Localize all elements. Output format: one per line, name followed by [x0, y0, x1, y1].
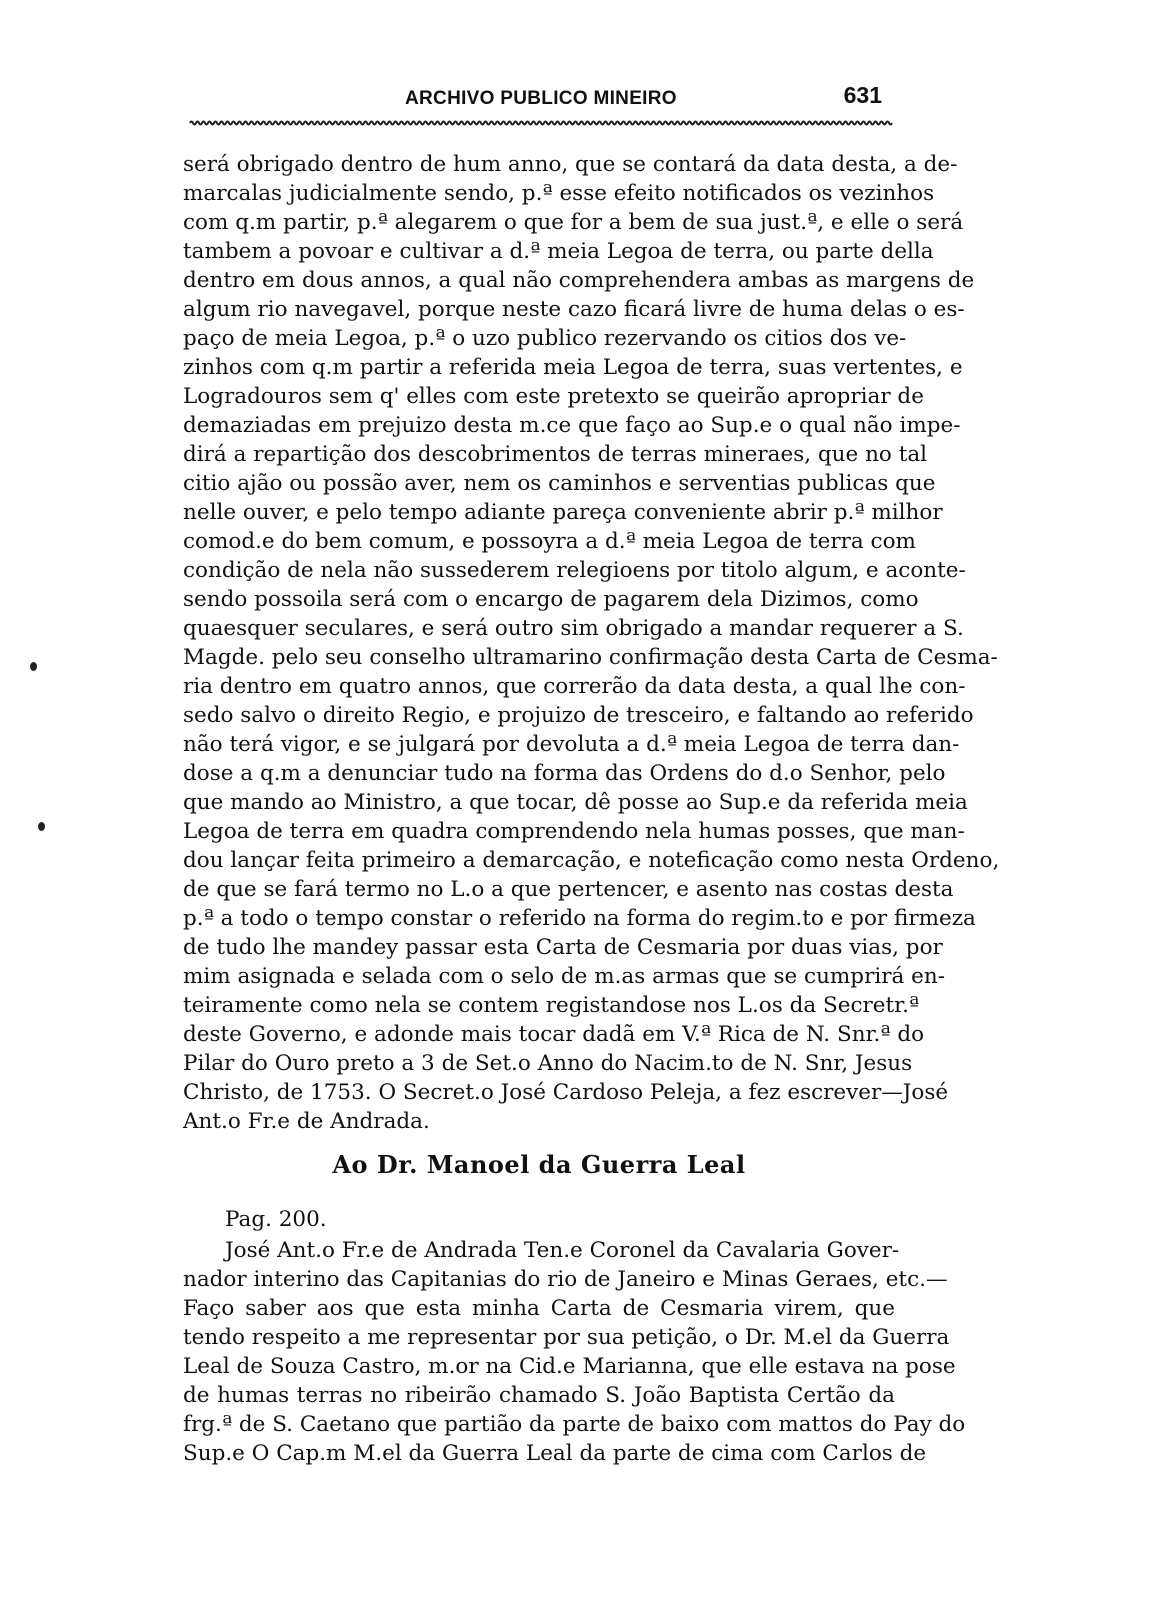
running-title: ARCHIVO PUBLICO MINEIRO [405, 88, 677, 109]
running-header [180, 82, 890, 118]
text-line: tambem a povoar e cultivar a d.ª meia Legoa de terra, ou parte della [183, 239, 934, 264]
text-line: sendo possoila será com o encargo de pagarem dela Dizimos, como [183, 587, 919, 612]
text-line: quaesquer seculares, e será outro sim obrigado a mandar requerer a S. [183, 616, 964, 641]
text-line: demaziadas em prejuizo desta m.ce que faço ao Sup.e o qual não impe- [183, 413, 961, 438]
text-line: será obrigado dentro de hum anno, que se contará da data desta, a de- [183, 152, 958, 177]
page-number: 631 [843, 82, 882, 108]
text-line: Legoa de terra em quadra comprendendo nela humas posses, que man- [183, 819, 965, 844]
text-line: dirá a repartição dos descobrimentos de terras mineraes, que no tal [183, 442, 928, 467]
text-line: com q.m partir, p.ª alegarem o que for a bem de sua just.ª, e elle o será [183, 210, 964, 235]
text-line: Logradouros sem q' elles com este pretexto se queirão apropriar de [183, 384, 924, 409]
page-reference: Pag. 200. [225, 1207, 327, 1232]
text-line: que mando ao Ministro, a que tocar, dê posse ao Sup.e da referida meia [183, 790, 968, 815]
text-line: sedo salvo o direito Regio, e projuizo de tresceiro, e faltando ao referido [183, 703, 974, 728]
body-text [183, 150, 1000, 1136]
text-line: marcalas judicialmente sendo, p.ª esse efeito notificados os vezinhos [183, 181, 935, 206]
second-body-text [183, 1236, 966, 1468]
text-line: mim asignada e selada com o selo de m.as armas que se cumprirá en- [183, 964, 945, 989]
margin-dot [30, 662, 37, 671]
text-line: não terá vigor, e se julgará por devoluta a d.ª meia Legoa de terra dan- [183, 732, 960, 757]
second-text [183, 1205, 966, 1468]
text-line: de tudo lhe mandey passar esta Carta de Cesmaria por duas vias, por [183, 935, 943, 960]
wavy-rule [190, 118, 890, 128]
text-line: teiramente como nela se contem registandose nos L.os da Secretr.ª [183, 993, 920, 1018]
text-line: Christo, de 1753. O Secret.o José Cardoso Peleja, a fez escrever—José [183, 1080, 949, 1105]
text-line: dose a q.m a denunciar tudo na forma das Ordens do d.o Senhor, pelo [183, 761, 946, 786]
text-line: zinhos com q.m partir a referida meia Legoa de terra, suas vertentes, e [183, 355, 963, 380]
text-line: nelle ouver, e pelo tempo adiante pareça conveniente abrir p.ª milhor [183, 500, 943, 525]
text-line: Faço saber aos que esta minha Carta de Cesmaria virem, que [183, 1296, 895, 1321]
text-line: citio ajão ou possão aver, nem os caminhos e serventias publicas que [183, 471, 936, 496]
text-line: de que se fará termo no L.o a que pertencer, e asento nas costas desta [183, 877, 954, 902]
text-line: Sup.e O Cap.m M.el da Guerra Leal da parte de cima com Carlos de [183, 1441, 927, 1466]
text-line: Ant.o Fr.e de Andrada. [183, 1109, 430, 1134]
text-line: Pilar do Ouro preto a 3 de Set.o Anno do Nacim.to de N. Snr, Jesus [183, 1051, 913, 1076]
text-line: tendo respeito a me representar por sua petição, o Dr. M.el da Guerra [183, 1325, 950, 1350]
text-line: paço de meia Legoa, p.ª o uzo publico rezervando os citios dos ve- [183, 326, 907, 351]
text-line: José Ant.o Fr.e de Andrada Ten.e Coronel da Cavalaria Gover- [225, 1238, 900, 1263]
text-line: ria dentro em quatro annos, que correrão da data desta, a qual lhe con- [183, 674, 966, 699]
text-line: dentro em dous annos, a qual não comprehendera ambas as margens de [183, 268, 975, 293]
text-line: Leal de Souza Castro, m.or na Cid.e Marianna, que elle estava na pose [183, 1354, 956, 1379]
text-line: nador interino das Capitanias do rio de Janeiro e Minas Geraes, etc.— [183, 1267, 948, 1292]
margin-dot [38, 822, 45, 831]
text-line: deste Governo, e adonde mais tocar dadã em V.ª Rica de N. Snr.ª do [183, 1022, 925, 1047]
text-line: frg.ª de S. Caetano que partião da parte de baixo com mattos do Pay do [183, 1412, 966, 1437]
text-line: Magde. pelo seu conselho ultramarino confirmação desta Carta de Cesma- [183, 645, 998, 670]
text-line: p.ª a todo o tempo constar o referido na forma do regim.to e por firmeza [183, 906, 976, 931]
text-line: dou lançar feita primeiro a demarcação, e noteficação como nesta Ordeno, [183, 848, 1000, 873]
text-line: algum rio navegavel, porque neste cazo ficará livre de huma delas o es- [183, 297, 965, 322]
text-line: comod.e do bem comum, e possoyra a d.ª meia Legoa de terra com [183, 529, 916, 554]
text-line: de humas terras no ribeirão chamado S. João Baptista Certão da [183, 1383, 895, 1408]
section-heading: Ao Dr. Manoel da Guerra Leal [332, 1150, 746, 1179]
text-line: condição de nela não sussederem relegioens por titolo algum, e aconte- [183, 558, 966, 583]
